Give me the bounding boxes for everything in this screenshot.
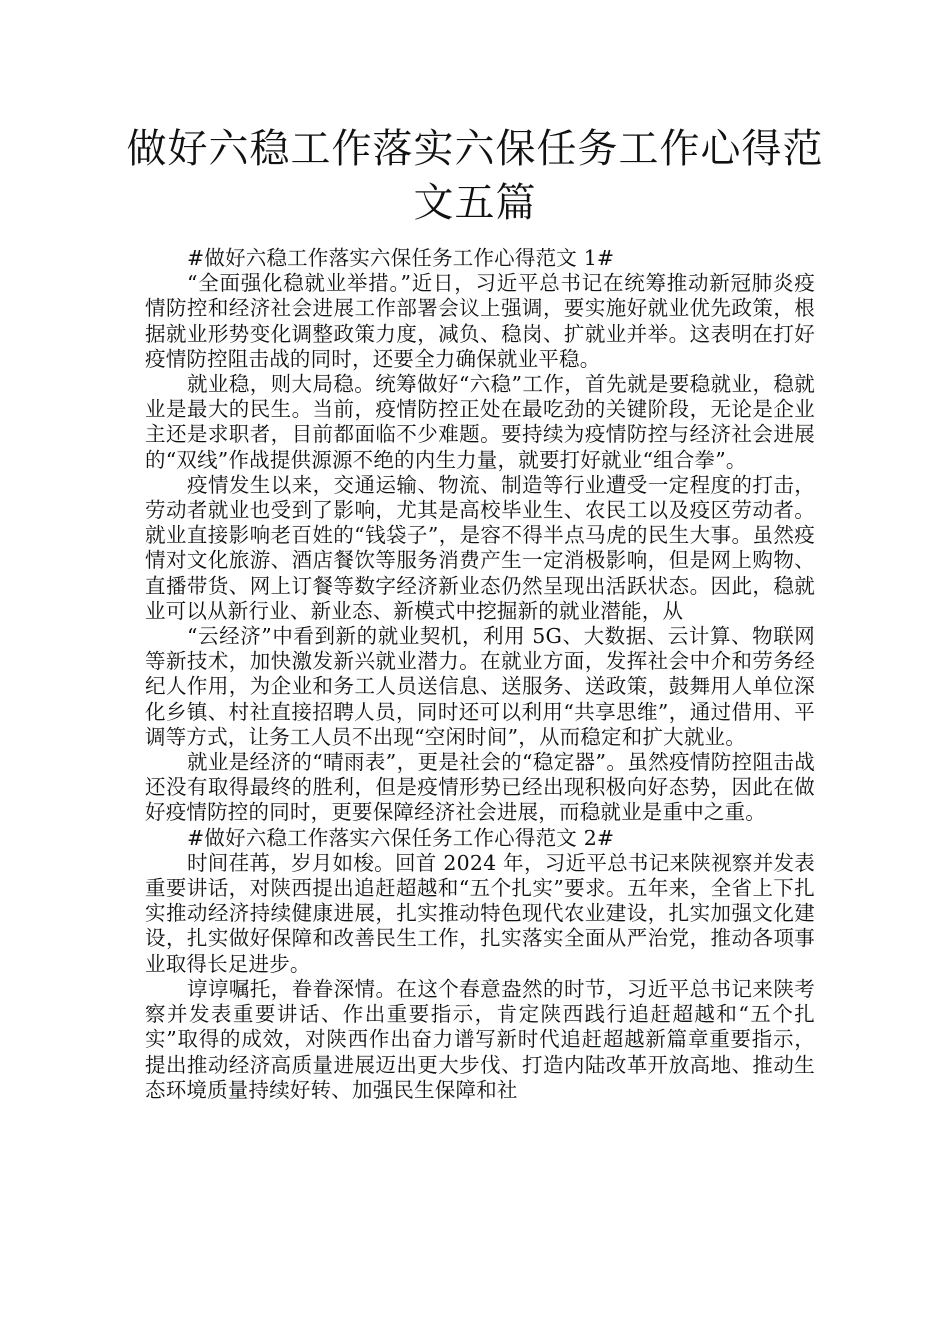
paragraph: 就业稳，则大局稳。统筹做好“六稳”工作，首先就是要稳就业，稳就业是最大的民生。当前，疫情防控正处在最吃劲的关键阶段，无论是企业主还是求职者，目前都面临不少难题。要持续为疫情防控与经济社会进展的“双线”作战提供源源不绝的内生力量，就要打好就业“组合拳”。 [145, 372, 815, 472]
paragraph: 谆谆嘱托，眷眷深情。在这个春意盎然的时节，习近平总书记来陕考察并发表重要讲话、作出重要指示，肯定陕西践行追赶超越和“五个扎实”取得的成效，对陕西作出奋力谱写新时代追赶超越新篇章重要指示，提出推动经济高质量进展迈出更大步伐、打造内陆改革开放高地、推动生态环境质量持续好转、加强民生保障和社 [145, 976, 815, 1102]
document-title: 做好六稳工作落实六保任务工作心得范文五篇 [126, 126, 824, 226]
section-heading-2: #做好六稳工作落实六保任务工作心得范文 2# [187, 825, 615, 850]
paragraph: 时间荏苒，岁月如梭。回首 2024 年，习近平总书记来陕视察并发表重要讲话，对陕西提出追赶超越和“五个扎实”要求。五年来，全省上下扎实推动经济持续健康进展，扎实推动特色现代农业建设，扎实加强文化建设，扎实做好保障和改善民生工作，扎实落实全面从严治党，推动各项事业取得长足进步。 [145, 850, 815, 976]
paragraph: “全面强化稳就业举措。”近日，习近平总书记在统筹推动新冠肺炎疫情防控和经济社会进展工作部署会议上强调，要实施好就业优先政策，根据就业形势变化调整政策力度，减负、稳岗、扩就业并举。这表明在打好疫情防控阻击战的同时，还要全力确保就业平稳。 [145, 271, 815, 371]
paragraph: 就业是经济的“晴雨表”，更是社会的“稳定器”。虽然疫情防控阻击战还没有取得最终的胜利，但是疫情形势已经出现积极向好态势，因此在做好疫情防控的同时，更要保障经济社会进展，而稳就业是重中之重。 [145, 750, 815, 825]
paragraph: “云经济”中看到新的就业契机，利用 5G、大数据、云计算、物联网等新技术，加快激发新兴就业潜力。在就业方面，发挥社会中介和劳务经纪人作用，为企业和务工人员送信息、送服务、送政策，鼓舞用人单位深化乡镇、村社直接招聘人员，同时还可以利用“共享思维”，通过借用、平调等方式，让务工人员不出现“空闲时间”，从而稳定和扩大就业。 [145, 624, 815, 749]
paragraph: 疫情发生以来，交通运输、物流、制造等行业遭受一定程度的打击，劳动者就业也受到了影响，尤其是高校毕业生、农民工以及疫区劳动者。就业直接影响老百姓的“钱袋子”，是容不得半点马虎的民生大事。虽然疫情对文化旅游、酒店餐饮等服务消费产生一定消极影响，但是网上购物、直播带货、网上订餐等数字经济新业态仍然呈现出活跃状态。因此，稳就业可以从新行业、新业态、新模式中挖掘新的就业潜能，从 [145, 472, 815, 623]
section-heading-1: #做好六稳工作落实六保任务工作心得范文 1# [187, 246, 615, 270]
document-body [145, 246, 815, 1103]
